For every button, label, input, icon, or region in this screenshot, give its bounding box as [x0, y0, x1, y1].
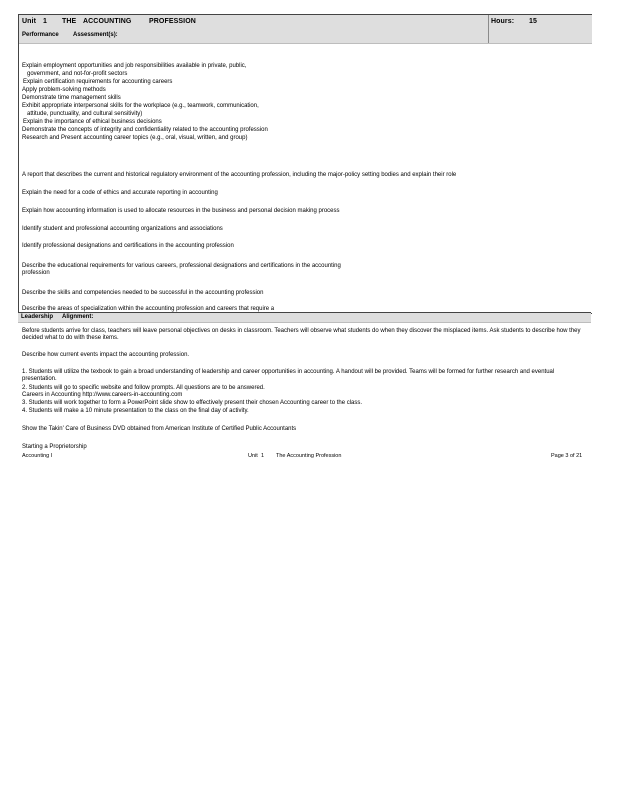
objective-item: Research and Present accounting career topics (e.g., oral, visual, written, and group) [22, 135, 248, 141]
footer-course: Accounting I [22, 453, 53, 459]
objective-item: Explain employment opportunities and job responsibilities available in private, public, [22, 63, 247, 69]
footer-unit-number: 1 [261, 453, 265, 459]
hours-label: Hours: [491, 18, 515, 25]
unit-number: 1 [43, 18, 47, 25]
assessment-item: Identify professional designations and certifications in the accounting profession [22, 243, 234, 249]
activity-step: 3. Students will work together to form a PowerPoint slide show to effectively present their chosen Accounting career to the class. [22, 400, 363, 406]
assessment-item: A report that describes the current and historical regulatory environment of the accounting profession, including the major-policy setting bodies and explain their role [22, 172, 457, 178]
performance-label: Performance [22, 32, 59, 38]
objective-item: Explain certification requirements for accounting careers [23, 79, 173, 85]
unit-title-the: THE [62, 18, 77, 25]
leadership-bar [18, 312, 591, 323]
objective-item: attitude, punctuality, and cultural sensitivity) [27, 111, 143, 117]
activity-dvd: Show the Takin' Care of Business DVD obtained from American Institute of Certified Public Accountants [22, 426, 297, 432]
assessment-item: Explain the need for a code of ethics and accurate reporting in accounting [22, 190, 218, 196]
unit-title-profession: PROFESSION [149, 18, 196, 25]
alignment-label: Alignment: [62, 314, 94, 320]
footer-page-number: Page 3 of 21 [551, 453, 583, 459]
assessment-label: Assessment(s): [73, 32, 118, 38]
activity-step: 4. Students will make a 10 minute presentation to the class on the final day of activity. [22, 408, 249, 414]
objective-item: Apply problem-solving methods [22, 87, 106, 93]
objective-item: government, and not-for-profit sectors [27, 71, 128, 77]
careers-link[interactable]: Careers in Accounting http://www.careers-in-accounting.com [22, 392, 183, 398]
assessment-item: Explain how accounting information is used to allocate resources in the business and personal decision making process [22, 208, 340, 214]
assessment-item: Identify student and professional accounting organizations and associations [22, 226, 223, 232]
assessment-item: Describe the educational requirements for various careers, professional designations and certifications in the accounting profession [22, 263, 341, 277]
unit-title-accounting: ACCOUNTING [83, 18, 132, 25]
activity-events: Describe how current events impact the accounting profession. [22, 352, 190, 358]
unit-label: Unit [22, 18, 37, 25]
objective-item: Demonstrate the concepts of integrity and confidentiality related to the accounting profession [22, 127, 268, 133]
leadership-label: Leadership [21, 314, 54, 320]
objective-item: Demonstrate time management skills [22, 95, 121, 101]
footer-unit-label: Unit [248, 453, 258, 459]
hours-value: 15 [529, 18, 537, 25]
assessment-item-cut: Describe the areas of specialization within the accounting profession and careers that require a [22, 306, 275, 312]
objective-item: Explain the importance of ethical business decisions [23, 119, 162, 125]
activity-step: 2. Students will go to specific website and follow prompts. All questions are to be answered. [22, 385, 265, 391]
objective-item: Exhibit appropriate interpersonal skills for the workplace (e.g., teamwork, communication, [22, 103, 259, 109]
assessment-item: Describe the skills and competencies needed to be successful in the accounting profession [22, 290, 264, 296]
header-divider [488, 15, 489, 43]
activity-proprietorship: Starting a Proprietorship [22, 444, 87, 450]
unit-header [19, 15, 592, 44]
unit-table [18, 14, 592, 314]
activity-step: 1. Students will utilize the texbook to gain a broad understanding of leadership and career opportunities in accounting. A handout will be provided. Teams will be formed for further research and eventual presentation. [22, 369, 555, 383]
footer-title: The Accounting Profession [276, 453, 342, 459]
activity-intro: Before students arrive for class, teachers will leave personal objectives on desks in classroom. Teachers will observe what students do when they discover the misplaced items. Ask students to describe how they decided what to do with these items. [22, 328, 581, 342]
